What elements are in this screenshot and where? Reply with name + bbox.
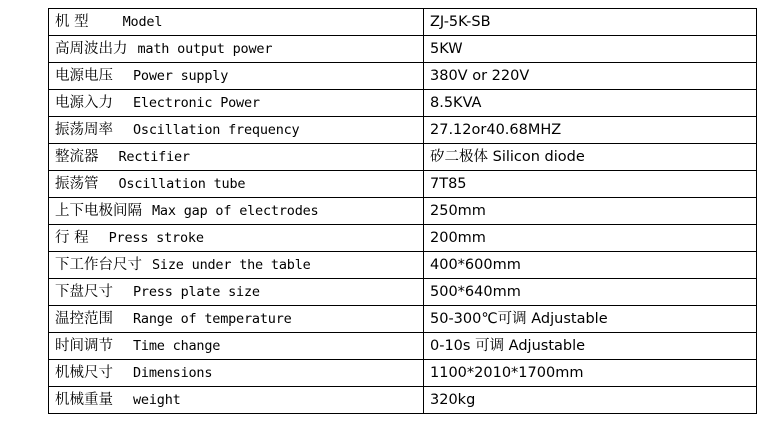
table-row xyxy=(49,144,757,171)
table-row xyxy=(49,387,757,414)
spec-label-en: Size under the table xyxy=(152,256,311,273)
spec-value: ZJ-5K-SB xyxy=(430,13,491,30)
spec-value: 500*640mm xyxy=(430,283,521,300)
spec-label-cn: 行 程 xyxy=(55,229,89,246)
table-row xyxy=(49,198,757,225)
spec-label-cn: 振荡管 xyxy=(55,175,99,192)
spec-value: 8.5KVA xyxy=(430,94,482,111)
table-row xyxy=(49,360,757,387)
spec-label-cn: 电源入力 xyxy=(55,94,113,111)
spec-value-cell xyxy=(424,306,757,333)
table-row xyxy=(49,306,757,333)
spec-label-en: Press plate size xyxy=(133,283,260,300)
spec-label-cn: 机 型 xyxy=(55,13,89,30)
spec-value: 矽二极体 Silicon diode xyxy=(430,148,585,165)
spec-value: 380V or 220V xyxy=(430,67,530,84)
table-row xyxy=(49,36,757,63)
spec-label-cn: 电源电压 xyxy=(55,67,113,84)
table-row xyxy=(49,63,757,90)
spec-label-en: Oscillation tube xyxy=(118,175,246,192)
spec-value-cell xyxy=(424,90,757,117)
spec-value: 7T85 xyxy=(430,175,467,192)
spec-label-cell xyxy=(49,36,424,63)
spec-label-en: Oscillation frequency xyxy=(133,121,300,138)
table-row xyxy=(49,252,757,279)
spec-label-en: Power supply xyxy=(133,67,229,84)
spec-label-en: Electronic Power xyxy=(133,94,260,111)
spec-value-cell xyxy=(424,252,757,279)
spec-label-cn: 下工作台尺寸 xyxy=(55,256,142,273)
table-row xyxy=(49,90,757,117)
table-body xyxy=(49,9,757,414)
table-row xyxy=(49,333,757,360)
spec-label-cn: 下盘尺寸 xyxy=(55,283,113,300)
spec-value-cell xyxy=(424,9,757,36)
table-row xyxy=(49,117,757,144)
spec-label-cell xyxy=(49,171,424,198)
spec-value-cell xyxy=(424,360,757,387)
spec-label-en: Time change xyxy=(133,337,221,354)
spec-label-cell xyxy=(49,279,424,306)
spec-label-cell xyxy=(49,63,424,90)
spec-label-cn: 温控范围 xyxy=(55,310,113,327)
spec-label-cn: 上下电极间隔 xyxy=(55,202,142,219)
spec-value: 5KW xyxy=(430,40,463,57)
spec-value: 50-300℃可调 Adjustable xyxy=(430,310,608,327)
spec-label-en: Model xyxy=(122,13,163,30)
spec-value: 27.12or40.68MHZ xyxy=(430,121,562,138)
spec-value-cell xyxy=(424,36,757,63)
spec-value-cell xyxy=(424,171,757,198)
spec-label-en: Dimensions xyxy=(133,364,213,381)
spec-label-cn: 振荡周率 xyxy=(55,121,113,138)
spec-label-cell xyxy=(49,360,424,387)
spec-value: 250mm xyxy=(430,202,486,219)
spec-label-cell xyxy=(49,225,424,252)
spec-label-cell xyxy=(49,117,424,144)
spec-label-cn: 机械重量 xyxy=(55,391,113,408)
spec-label-cell xyxy=(49,144,424,171)
spec-label-cell xyxy=(49,198,424,225)
spec-label-cell xyxy=(49,306,424,333)
spec-value-cell xyxy=(424,144,757,171)
table-row xyxy=(49,225,757,252)
spec-value-cell xyxy=(424,387,757,414)
spec-label-cell xyxy=(49,90,424,117)
spec-label-cell xyxy=(49,9,424,36)
spec-value-cell xyxy=(424,117,757,144)
spec-label-cell xyxy=(49,387,424,414)
spec-value-cell xyxy=(424,198,757,225)
spec-value-cell xyxy=(424,63,757,90)
spec-value: 320kg xyxy=(430,391,476,408)
spec-label-en: Max gap of electrodes xyxy=(152,202,319,219)
spec-value: 400*600mm xyxy=(430,256,521,273)
spec-label-cn: 时间调节 xyxy=(55,337,113,354)
spec-label-en: Rectifier xyxy=(118,148,190,165)
spec-label-cn: 高周波出力 xyxy=(55,40,128,57)
spec-label-en: math output power xyxy=(137,40,273,57)
spec-value: 0-10s 可调 Adjustable xyxy=(430,337,586,354)
spec-label-en: weight xyxy=(133,391,181,408)
spec-value-cell xyxy=(424,333,757,360)
spec-value: 1100*2010*1700mm xyxy=(430,364,584,381)
spec-label-cell xyxy=(49,333,424,360)
spec-label-en: Range of temperature xyxy=(133,310,292,327)
spec-value-cell xyxy=(424,279,757,306)
spec-label-en: Press stroke xyxy=(108,229,204,246)
spec-label-cn: 整流器 xyxy=(55,148,99,165)
spec-value: 200mm xyxy=(430,229,486,246)
table-row xyxy=(49,279,757,306)
table-row xyxy=(49,9,757,36)
specification-table xyxy=(48,8,757,414)
spec-label-cn: 机械尺寸 xyxy=(55,364,113,381)
spec-value-cell xyxy=(424,225,757,252)
spec-label-cell xyxy=(49,252,424,279)
table-row xyxy=(49,171,757,198)
